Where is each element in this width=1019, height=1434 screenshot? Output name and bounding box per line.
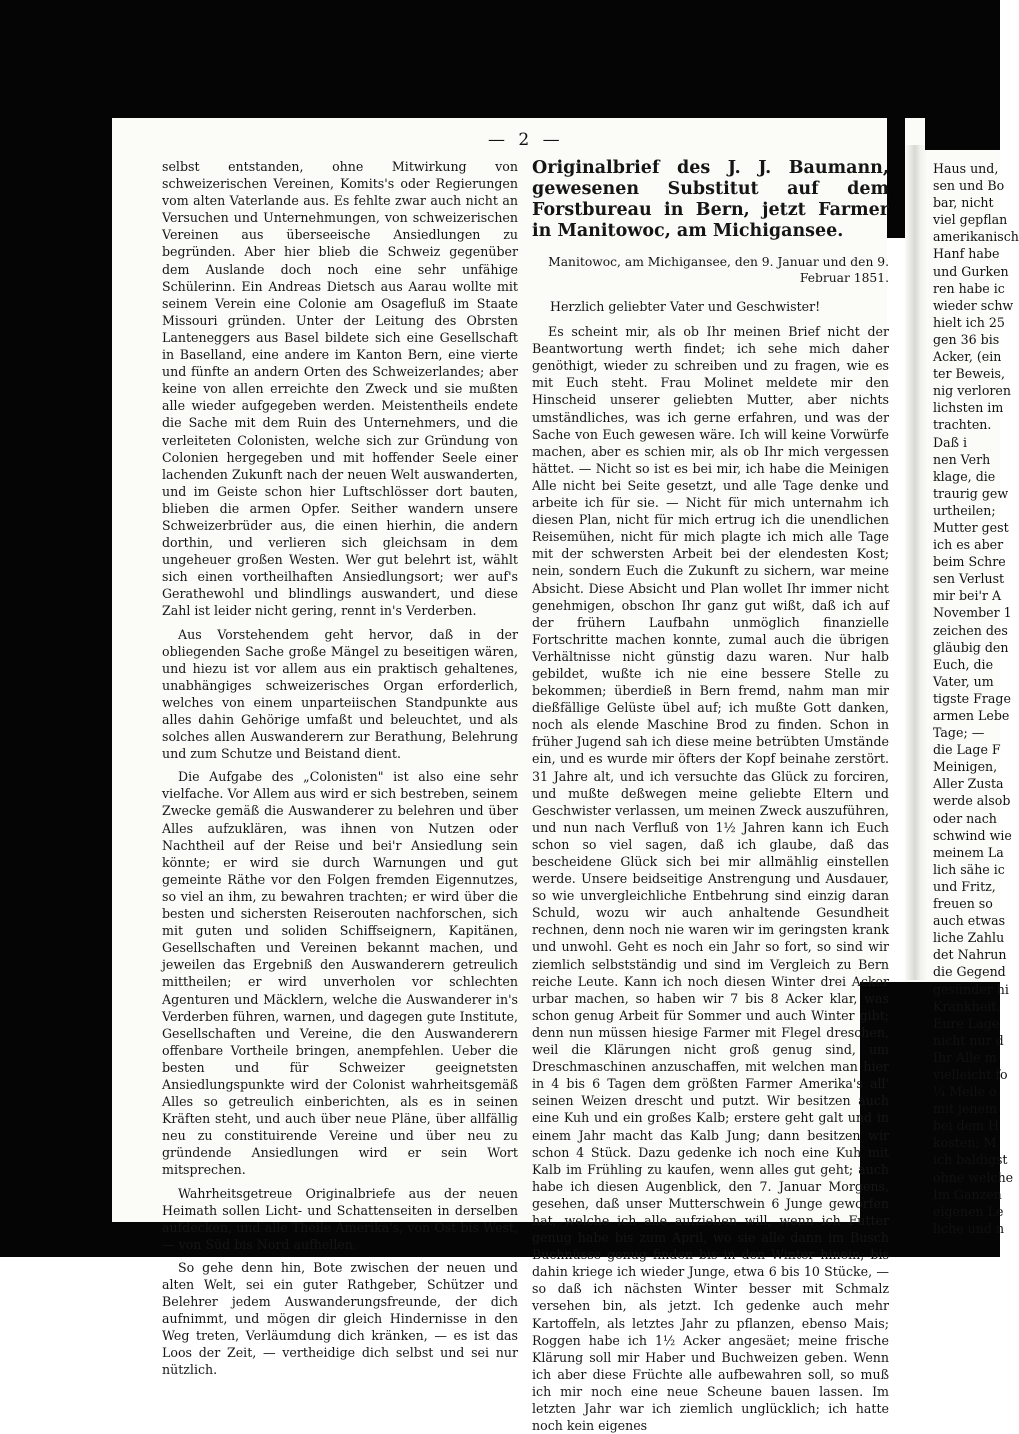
right-fragment-line: Meinigen, (933, 759, 998, 775)
right-fragment-line: Im Ganzen (933, 1186, 1002, 1202)
left-paragraph-3: Die Aufgabe des „Colonisten" ist also eine sehr vielfache. Vor Allem aus wird er sich bestreben, seinem Zwecke gemäß die Auswanderer zu belehren und über Alles aufzuklären, was ihnen von Nutzen oder Nachtheil auf der Reise und bei'r Ansiedlung sein könnte; er wird sie durch Warnungen und gut gemeinte Räthe vor den Folgen fremden Eigennutzes, so viel an ihm, zu bewahren trachten; er wird über die besten und sichersten Reiserouten nachforschen, sich mit guten und soliden Schiffseignern, Kapitänen, Gesellschaften und Vereinen bekannt machen, und jeweilen das Ergebniß den Auswanderern getreulich mittheilen; er wird unverholen vor schlechten Agenturen und Mäcklern, welche die Auswanderer in's Verderben führen, warnen, und dagegen gute Institute, Gesellschaften und Vereine, die den Auswanderern offenbare Vortheile bringen, anempfehlen. Ueber die besten und für Schweizer geeignetsten Ansiedlungspunkte wird der Colonist wahrheitsgemäß Alles so getreulich einberichten, als es in seinen Kräften steht, und auch über neue Pläne, über allfällig neu zu constituirende Vereine und über neu zu gründende Ansiedlungen wird er sein Wort mitsprechen. (162, 769, 518, 1178)
right-fragment-line: Vater, um (933, 673, 994, 689)
right-fragment-line: liche Zahlu (933, 930, 1005, 946)
right-fragment-line: nen Verh (933, 451, 991, 467)
right-fragment-line: Ihr Alle m (933, 1049, 997, 1065)
right-fragment-line: sen Verlust (933, 571, 1005, 587)
right-fragment-line: Aller Zusta (933, 776, 1004, 792)
left-paragraph-2: Aus Vorstehendem geht hervor, daß in der obliegenden Sache große Mängel zu beseitigen wären, und hiezu ist vor allem aus ein praktisch gehaltenes, unabhängiges schweizerisches Organ erforderlich, welches von einem unparteiischen Standpunkte aus alles dahin Gehörige umfaßt und beleuchtet, und als solches allen Auswanderern zur Berathung, Belehrung und zum Schutze und Beistand dient. (162, 626, 518, 762)
middle-column (532, 158, 889, 1434)
right-fragment-line: Daß i (933, 434, 968, 450)
right-fragment-line: urtheilen; (933, 502, 996, 518)
right-fragment-line: November 1 (933, 605, 1012, 621)
right-fragment-line: schwind wie (933, 827, 1012, 843)
right-fragment-line: wieder schw (933, 297, 1014, 313)
top-right-dark-corner (925, 0, 1000, 150)
page-number: — 2 — (488, 130, 564, 150)
letter-greeting: Herzlich geliebter Vater und Geschwister! (550, 299, 821, 314)
left-paragraph-1: selbst entstanden, ohne Mitwirkung von schweizerischen Vereinen, Komits's oder Regierungen vom alten Vaterlande aus. Es fehlte zwar auch nicht an Versuchen und Unternehmungen, von schweizerischen Vereinen aus überseeische Ansiedlungen zu begründen. Aber hier blieb die Schweiz gegenüber dem Auslande doch noch eine sehr unfähige Schülerinn. Ein Andreas Dietsch aus Aarau wollte mit seinem Verein eine Colonie am Osagefluß im Staate Missouri gründen. Unter der Leitung des Obrsten Lanteneggers aus Basel bildete sich eine Gesellschaft in Baselland, eine andere im Kanton Bern, eine vierte und fünfte an andern Orten des Schweizerlandes; aber keine von allen erreichte den Zweck und sie mußten alle wieder aufgegeben werden. Meistentheils endete die Sache mit dem Ruin des Unternehmers, und die verleiteten Colonisten, welche sich zur Gründung von Colonien hergegeben und mit hoffender Seele einer lachenden Zukunft nach der neuen Welt auswanderten, und im Geiste schon hier Luftschlösser dort bauten, blieben die armen Opfer. Seither wandern unsere Schweizerbrüder aus, die einen hierhin, die andern dorthin, und verlieren sich gleichsam in dem ungeheuer großen Westen. Wer gut belehrt ist, wählt sich einen vortheilhaften Ansiedlungsort; wer auf's Gerathewohl und blindlings auswandert, und diese Zahl ist leider nicht gering, rennt in's Verderben. (162, 159, 518, 619)
right-fragment-line: und Gurken (933, 263, 1009, 279)
right-fragment-line: meinem La (933, 844, 1004, 860)
scan-border-left (0, 118, 112, 1257)
right-fragment-line: gesünder hi (933, 981, 1009, 997)
right-fragment-line: oder nach (933, 810, 997, 826)
right-fragment-line: liche und n (933, 1220, 1005, 1236)
right-fragment-line: Krankheit. (933, 998, 1001, 1014)
letter-headline: Originalbrief des J. J. Baumann, gewesenen Substitut auf dem Forstbureau in Bern, jetzt Farmer in Manitowoc, am Michigansee. (532, 158, 889, 241)
right-fragment-line: Haus und, (933, 161, 999, 176)
right-fragment-line: die Gegend (933, 964, 1006, 980)
right-fragment-line: amerikanisch (933, 229, 1019, 245)
right-fragment-line: mit jenem (933, 1101, 997, 1117)
right-fragment-line: freuen so (933, 896, 993, 912)
right-fragment-line: die Lage F (933, 742, 1001, 758)
right-fragment-line: viel gepflan (933, 212, 1008, 228)
right-fragment-line: eigenen Le (933, 1203, 1004, 1219)
right-fragment-line: ren habe ic (933, 280, 1005, 296)
right-fragment-line: und Fritz, (933, 878, 996, 894)
right-fragment-line: kosten; M (933, 1135, 997, 1151)
right-fragment-line: ich es aber (933, 537, 1004, 553)
right-fragment-line: werde alsob (933, 793, 1011, 809)
right-fragment-line: Acker, (ein (933, 349, 1002, 365)
right-fragment-line: traurig gew (933, 485, 1009, 501)
right-fragment-line: sen und Bo (933, 178, 1005, 194)
right-fragment-line: ohne welche (933, 1169, 1014, 1185)
right-fragment-line: Hanf habe (933, 246, 1000, 262)
page-gap-shadow (887, 118, 905, 238)
scan-border-top (0, 0, 1000, 118)
left-paragraph-4: Wahrheitsgetreue Originalbriefe aus der neuen Heimath sollen Licht- und Schattenseiten in derselben aufdecken, und alle Theile Amerika's, von Ost bis West, — von Süd bis Nord aufhellen. (162, 1185, 518, 1252)
right-fragment-line: lich sähe ic (933, 861, 1005, 877)
right-fragment-line: ter Beweis, (933, 366, 1005, 382)
right-fragment-line: Eure Lage (933, 1015, 1000, 1031)
right-fragment-line: beim Schre (933, 554, 1006, 570)
right-fragment-line: armen Lebe (933, 708, 1010, 723)
right-fragment-line: zeichen des (933, 622, 1008, 638)
right-fragment-line: nig verloren (933, 383, 1011, 399)
right-fragment-line: det Nahrun (933, 947, 1007, 963)
right-column-fragments (933, 160, 1019, 1237)
right-fragment-line: tigste Frage (933, 690, 1011, 706)
right-fragment-line: vielleicht fo (933, 1066, 1008, 1082)
right-fragment-line: trachten. (933, 417, 992, 433)
letter-body: Es scheint mir, als ob Ihr meinen Brief nicht der Beantwortung werth findet; ich sehe mich daher genöthigt, wieder zu schreiben und zu fragen, wie es mit Euch steht. Frau Molinet meldete mir den Hinscheid unserer geliebten Mutter, aber nichts umständliches, was ich gerne erfahren, und was der Sache von Euch gewesen wäre. Ich will keine Vorwürfe machen, aber es schien mir, als ob Ihr mich vergessen hättet. — Nicht so ist es bei mir, ich habe die Meinigen Alle nicht bei Seite gesetzt, und alle Tage denke und arbeite ich für sie. — Nicht für mich unternahm ich diesen Plan, nicht für mich ertrug ich die unendlichen Reisemühen, nicht für mich plagte ich mich alle Tage mit der schwersten Arbeit bei der elendesten Kost; nein, sondern Euch die Zukunft zu sichern, war meine Absicht. Diese Absicht und Plan wollet Ihr immer nicht genehmigen, obschon Ihr ganz gut wißt, daß ich auf der frühern Laufbahn unmöglich finanzielle Fortschritte machen konnte, zumal auch die übrigen Verhältnisse nicht günstig dazu waren. Nur halb gebildet, wußte ich nie eine bessere Stelle zu bekommen; überdieß in Bern fremd, nahm man mir dießfällige Gelüste übel auf; ich mußte Gott danken, noch als elende Maschine Brod zu finden. Schon in früher Jugend sah ich diese meine betrübten Umstände ein, und es wurde mir öfters der Kopf beinahe zerstört. 31 Jahre alt, und ich versuchte das Glück zu forciren, und mußte deßwegen meine geliebte Eltern und Geschwister verlassen, um meinen Zweck auszuführen, und nun nach Verfluß von 1½ Jahren kann ich Euch schon so viel sagen, daß ich glaube, daß das bescheidene Glück sich bei mir allmählig einstellen werde. Unsere beidseitige Anstrengung und Ausdauer, so wie unvergleichliche Entbehrung sind einzig daran Schuld, wozu wir auch anhaltende Gesundheit rechnen, denn noch nie waren wir im geringsten krank und unwohl. Geht es noch ein Jahr so fort, so sind wir ziemlich selbstständig und sind im Vergleich zu Bern reiche Leute. Kann ich noch diesen Winter drei Acker urbar machen, so haben wir 7 bis 8 Acker klar, was schon genug Arbeit für Sommer und auch Winter gibt; denn nun müssen hiesige Farmer mit Flegel dreschen, weil die Klärungen nicht groß genug sind, um Dreschmaschinen anzuschaffen, mit welchen man hier in 4 bis 6 Tagen dem größten Farmer Amerika's all' seinen Weizen drescht und putzt. Wir besitzen auch eine Kuh und ein großes Kalb; erstere geht galt und in einem Jahr macht das Kalb Jung; dann besitzen wir schon 4 Stück. Dazu gedenke ich noch eine Kuh mit Kalb im Frühling zu kaufen, wenn alles gut geht; auch habe ich diesen Augenblick, den 7. Januar Morgens, gesehen, daß unser Mutterschwein 6 Junge geworfen hat, welche ich alle aufziehen will, wenn ich Futter genug habe bis zum April, wo sie alle dann im Busch Buchnüsse genug finden bis in den Winter hinein; bis dahin kriege ich wieder Junge, etwa 6 bis 10 Stücke, — so daß ich nächsten Winter besser mit Schmalz versehen bin, als jetzt. Ich gedenke auch mehr Kartoffeln, als letztes Jahr zu pflanzen, ebenso Mais; Roggen habe ich 1½ Acker angesäet; meine frische Klärung soll mir Haber und Buchweizen geben. Wenn ich aber diese Früchte alle aufbewahren soll, so muß ich mir noch eine neue Scheune bauen lassen. Im letzten Jahr war ich ziemlich unglücklich; ich hatte noch kein eigenes (532, 324, 889, 1434)
left-paragraph-5: So gehe denn hin, Bote zwischen der neuen und alten Welt, sei ein guter Rathgeber, Schützer und Belehrer jedem Auswanderungsfreunde, der dich aufnimmt, und mögen dir gleich Hindernisse in den Weg treten, Verläumdung dich kränken, — es ist das Loos der Zeit, — vertheidige dich selbst und sei nur nützlich. (162, 1259, 518, 1378)
right-fragment-line: bar, nicht (933, 195, 994, 211)
right-fragment-line: lichsten im (933, 400, 1004, 416)
right-fragment-line: ¼ Meile o (933, 1084, 997, 1100)
right-fragment-line: mir bei'r A (933, 588, 1002, 604)
left-column (162, 158, 518, 1379)
right-fragment-line: ich baldigst (933, 1152, 1008, 1168)
right-fragment-line: bei dem H (933, 1118, 999, 1134)
right-fragment-line: klage, die (933, 468, 996, 484)
right-fragment-line: nicht nur d (933, 1032, 1004, 1048)
page-fold (905, 145, 927, 980)
right-fragment-line: hielt ich 25 (933, 314, 1005, 330)
right-fragment-line: gläubig den (933, 639, 1009, 655)
right-fragment-line: Euch, die (933, 656, 994, 672)
right-fragment-line: Mutter gest (933, 519, 1009, 535)
letter-dateline: Manitowoc, am Michigansee, den 9. Januar und den 9. Februar 1851. (548, 255, 889, 285)
right-fragment-line: auch etwas (933, 913, 1006, 929)
right-fragment-line: gen 36 bis (933, 331, 1000, 347)
right-fragment-line: Tage; — (933, 725, 985, 741)
